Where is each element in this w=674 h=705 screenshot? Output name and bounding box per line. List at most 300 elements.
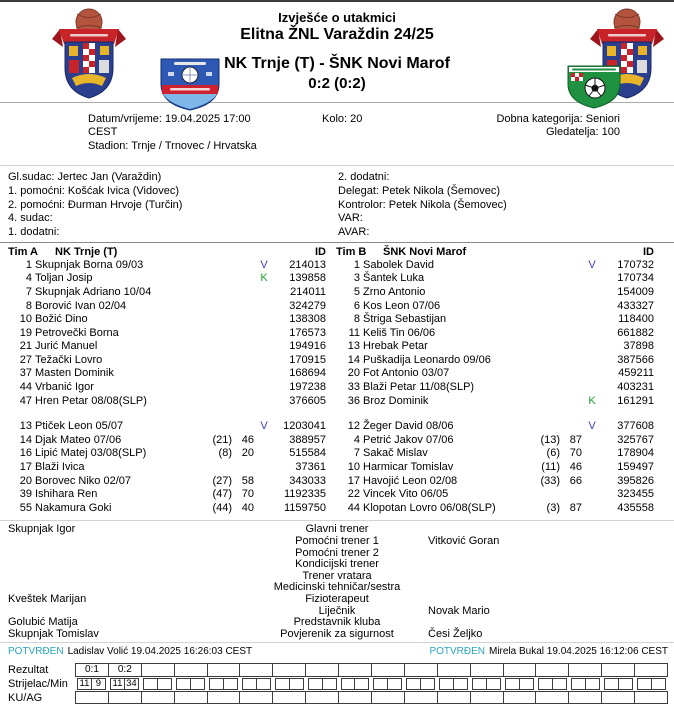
sub-minute bbox=[560, 340, 582, 354]
sub-replaced-number bbox=[530, 272, 560, 286]
player-number: 7 bbox=[25, 285, 32, 298]
scorer-number bbox=[373, 678, 388, 690]
match-title: NK Trnje (T) - ŠNK Novi Marof bbox=[224, 55, 450, 72]
kuag-cell bbox=[207, 691, 241, 704]
player-row bbox=[8, 434, 326, 448]
player-name: Žeger David 08/06 bbox=[363, 420, 454, 433]
scorer-minute-cell bbox=[273, 677, 306, 691]
sub-minute bbox=[560, 272, 582, 286]
result-cell bbox=[470, 663, 504, 677]
kuag-cell bbox=[535, 691, 569, 704]
player-row bbox=[336, 434, 654, 448]
player-row bbox=[336, 488, 654, 502]
player-number: 5 bbox=[353, 285, 360, 298]
staff-row bbox=[0, 536, 674, 548]
match-round: Kolo: 20 bbox=[322, 113, 363, 125]
sub-replaced-number bbox=[202, 272, 232, 286]
player-number: 21 bbox=[19, 340, 32, 353]
player-id: 324279 bbox=[289, 299, 326, 312]
scorer-minute-cell bbox=[536, 677, 569, 691]
staff-name-team-a: Skupnjak Tomislav bbox=[8, 627, 99, 640]
sub-minute: 46 bbox=[241, 433, 254, 446]
scorer-number: 11 bbox=[110, 678, 125, 690]
player-number: 36 bbox=[347, 394, 360, 407]
sub-minute bbox=[560, 313, 582, 327]
scorer-number bbox=[637, 678, 652, 690]
sub-replaced-number bbox=[202, 354, 232, 368]
player-number: 4 bbox=[25, 272, 32, 285]
officials-right bbox=[338, 171, 668, 240]
scorer-minute-cell bbox=[141, 677, 174, 691]
player-row bbox=[8, 272, 326, 286]
player-id: 170915 bbox=[289, 353, 326, 366]
sub-replaced-number: (13) bbox=[540, 433, 560, 446]
badge-empty bbox=[254, 395, 274, 409]
player-number: 14 bbox=[19, 433, 32, 446]
result-cell bbox=[535, 663, 569, 677]
player-number: 1 bbox=[353, 258, 360, 271]
goalkeeper-badge: V bbox=[588, 258, 596, 271]
sub-replaced-number: (44) bbox=[212, 501, 232, 514]
sub-replaced-number bbox=[530, 300, 560, 314]
player-number: 4 bbox=[353, 433, 360, 446]
sub-replaced-number bbox=[202, 461, 232, 475]
team-a-roster bbox=[8, 245, 326, 516]
player-number: 12 bbox=[347, 420, 360, 433]
match-info-left bbox=[88, 113, 322, 153]
player-name: Težački Lovro bbox=[35, 353, 103, 366]
player-id: 323455 bbox=[617, 488, 654, 501]
player-number: 44 bbox=[19, 381, 32, 394]
badge-empty bbox=[254, 313, 274, 327]
sub-minute: 20 bbox=[241, 447, 254, 460]
competition-title: Elitna ŽNL Varaždin 24/25 bbox=[240, 26, 434, 43]
player-name: Hrebak Petar bbox=[363, 340, 428, 353]
badge-empty bbox=[254, 381, 274, 395]
player-id: 435558 bbox=[617, 501, 654, 514]
player-row bbox=[8, 354, 326, 368]
player-number: 27 bbox=[19, 353, 32, 366]
id-column-header: ID bbox=[643, 245, 654, 258]
player-name: Havojić Leon 02/08 bbox=[363, 474, 458, 487]
captain-badge: K bbox=[260, 272, 268, 285]
team-b-starters bbox=[336, 259, 654, 409]
kuag-cell bbox=[371, 691, 405, 704]
player-row bbox=[336, 327, 654, 341]
badge-empty bbox=[254, 286, 274, 300]
confirmed-status: POTVRĐEN bbox=[8, 646, 64, 658]
result-cell: 0:2 bbox=[108, 663, 142, 677]
badge-empty bbox=[582, 300, 602, 314]
match-timezone: CEST bbox=[88, 126, 118, 139]
badge-empty bbox=[582, 340, 602, 354]
player-name: Nakamura Goki bbox=[35, 501, 112, 514]
sub-minute bbox=[232, 340, 254, 354]
sub-replaced-number bbox=[202, 381, 232, 395]
scorer-minute bbox=[322, 678, 337, 690]
player-row bbox=[336, 300, 654, 314]
player-number: 3 bbox=[353, 272, 360, 285]
badge-empty bbox=[582, 475, 602, 489]
scorer-minute bbox=[585, 678, 600, 690]
scorer-minute bbox=[651, 678, 666, 690]
player-number: 8 bbox=[25, 299, 32, 312]
badge-empty bbox=[582, 502, 602, 516]
player-name: Sakač Mislav bbox=[363, 447, 428, 460]
sub-replaced-number bbox=[530, 354, 560, 368]
sub-replaced-number bbox=[530, 286, 560, 300]
sub-minute bbox=[232, 313, 254, 327]
sub-minute: 46 bbox=[569, 461, 582, 474]
player-name: Štriga Sebastijan bbox=[363, 313, 447, 326]
kuag-cell bbox=[601, 691, 635, 704]
badge-empty bbox=[582, 313, 602, 327]
official-line: VAR: bbox=[338, 212, 363, 225]
badge-empty bbox=[582, 381, 602, 395]
result-cell bbox=[371, 663, 405, 677]
team-b-label: Tim B bbox=[336, 245, 367, 258]
badge-empty bbox=[254, 434, 274, 448]
player-row bbox=[8, 502, 326, 516]
scorer-minute bbox=[552, 678, 567, 690]
player-number: 47 bbox=[19, 394, 32, 407]
badge-empty bbox=[254, 475, 274, 489]
scorer-number bbox=[242, 678, 257, 690]
sub-minute bbox=[560, 354, 582, 368]
scorer-number bbox=[176, 678, 191, 690]
player-id: 159497 bbox=[617, 461, 654, 474]
scorer-row-label: Strijelac/Min bbox=[8, 678, 68, 691]
player-id: 387566 bbox=[617, 353, 654, 366]
sub-replaced-number bbox=[530, 327, 560, 341]
player-name: Šantek Luka bbox=[363, 272, 425, 285]
scorer-minute-cell bbox=[602, 677, 635, 691]
result-row bbox=[75, 663, 668, 677]
player-row bbox=[8, 475, 326, 489]
player-row bbox=[336, 340, 654, 354]
kuag-cell bbox=[272, 691, 306, 704]
scorer-minute bbox=[420, 678, 435, 690]
player-number: 6 bbox=[353, 299, 360, 312]
scorer-minute: 34 bbox=[124, 678, 139, 690]
scorer-minute-cell bbox=[470, 677, 503, 691]
player-name: Djak Mateo 07/06 bbox=[35, 433, 122, 446]
badge-empty bbox=[254, 447, 274, 461]
scorer-minute bbox=[453, 678, 468, 690]
result-cell bbox=[272, 663, 306, 677]
badge-empty bbox=[254, 488, 274, 502]
player-number: 19 bbox=[19, 326, 32, 339]
player-row bbox=[336, 381, 654, 395]
scorer-minute-cell bbox=[503, 677, 536, 691]
official-line: AVAR: bbox=[338, 226, 370, 239]
player-id: 376605 bbox=[289, 394, 326, 407]
scorer-number bbox=[439, 678, 454, 690]
badge-empty bbox=[582, 434, 602, 448]
scorer-minute-cell bbox=[174, 677, 207, 691]
scorer-minute bbox=[157, 678, 172, 690]
player-number: 1 bbox=[25, 258, 32, 271]
sub-minute bbox=[560, 381, 582, 395]
scorer-minute-cell bbox=[240, 677, 273, 691]
result-table bbox=[0, 659, 674, 705]
goalkeeper-badge: V bbox=[260, 420, 268, 433]
sub-replaced-number bbox=[530, 488, 560, 502]
staff-name-team-a: Kveštek Marijan bbox=[8, 592, 87, 605]
scorer-minute-cell bbox=[371, 677, 404, 691]
player-id: 170732 bbox=[617, 258, 654, 271]
player-id: 325767 bbox=[617, 433, 654, 446]
staff-role-label: Pomoćni trener 2 bbox=[295, 546, 379, 559]
scorer-minute-cell bbox=[437, 677, 470, 691]
sub-minute: 70 bbox=[241, 488, 254, 501]
team-b-name: ŠNK Novi Marof bbox=[383, 245, 467, 258]
sub-minute bbox=[232, 272, 254, 286]
player-number: 20 bbox=[347, 367, 360, 380]
result-row-label: Rezultat bbox=[8, 664, 49, 677]
player-name: Petrovečki Borna bbox=[35, 326, 119, 339]
player-row bbox=[336, 259, 654, 273]
player-row bbox=[8, 461, 326, 475]
player-number: 14 bbox=[347, 353, 360, 366]
official-line: 1. dodatni: bbox=[8, 226, 60, 239]
sub-replaced-number: (3) bbox=[546, 501, 560, 514]
sub-minute bbox=[560, 286, 582, 300]
player-number: 20 bbox=[19, 474, 32, 487]
scorer-minute-cell bbox=[635, 677, 668, 691]
kuag-row bbox=[75, 691, 668, 704]
kuag-cell bbox=[141, 691, 175, 704]
result-cell bbox=[338, 663, 372, 677]
goalkeeper-badge: V bbox=[260, 258, 268, 271]
scorer-number bbox=[341, 678, 356, 690]
player-row bbox=[8, 381, 326, 395]
player-number: 16 bbox=[19, 447, 32, 460]
scorer-minute bbox=[387, 678, 402, 690]
sub-replaced-number bbox=[202, 259, 232, 273]
team-a-label: Tim A bbox=[8, 245, 38, 258]
result-cell bbox=[601, 663, 635, 677]
player-name: Blaži Petar 11/08(SLP) bbox=[363, 381, 475, 394]
sub-replaced-number bbox=[530, 313, 560, 327]
badge-empty bbox=[254, 300, 274, 314]
team-a-name: NK Trnje (T) bbox=[55, 245, 118, 258]
player-name: Kos Leon 07/06 bbox=[363, 299, 441, 312]
player-name: Vincek Vito 06/05 bbox=[363, 488, 449, 501]
kuag-cell bbox=[568, 691, 602, 704]
player-name: Vrbanić Igor bbox=[35, 381, 94, 394]
player-name: Fot Antonio 03/07 bbox=[363, 367, 450, 380]
official-line: 4. sudac: bbox=[8, 212, 53, 225]
attendance: Gledatelja: 100 bbox=[546, 126, 620, 139]
confirmed-detail: Mirela Bukal 19.04.2025 16:12:06 CEST bbox=[489, 646, 668, 658]
sub-minute bbox=[232, 367, 254, 381]
confirmed-detail: Ladislav Volić 19.04.2025 16:26:03 CEST bbox=[67, 646, 253, 658]
kuag-cell bbox=[437, 691, 471, 704]
sub-replaced-number: (21) bbox=[212, 433, 232, 446]
scorer-number bbox=[275, 678, 290, 690]
result-cell: 0:1 bbox=[75, 663, 109, 677]
sub-minute: 70 bbox=[569, 447, 582, 460]
player-id: 194916 bbox=[289, 340, 326, 353]
player-id: 459211 bbox=[618, 367, 654, 380]
player-name: Borovec Niko 02/07 bbox=[35, 474, 131, 487]
player-number: 7 bbox=[353, 447, 360, 460]
sub-replaced-number: (33) bbox=[540, 474, 560, 487]
official-line: Kontrolor: Petek Nikola (Šemovec) bbox=[338, 198, 507, 211]
badge-empty bbox=[254, 461, 274, 475]
player-id: 1192335 bbox=[283, 488, 326, 501]
player-id: 395826 bbox=[617, 474, 654, 487]
scorer-minute-cell bbox=[108, 677, 141, 691]
player-id: 138308 bbox=[289, 313, 326, 326]
id-column-header: ID bbox=[315, 245, 326, 258]
player-row bbox=[8, 447, 326, 461]
result-cell bbox=[634, 663, 668, 677]
result-cell bbox=[239, 663, 273, 677]
player-id: 178904 bbox=[617, 447, 654, 460]
player-number: 11 bbox=[348, 326, 360, 339]
player-name: Masten Dominik bbox=[35, 367, 114, 380]
sub-replaced-number bbox=[202, 313, 232, 327]
sub-minute bbox=[232, 381, 254, 395]
player-id: 161291 bbox=[617, 394, 654, 407]
player-number: 8 bbox=[353, 313, 360, 326]
sub-replaced-number bbox=[530, 367, 560, 381]
official-line: 2. pomoćni: Đurman Hrvoje (Turčin) bbox=[8, 198, 183, 211]
player-id: 433327 bbox=[617, 299, 654, 312]
player-number: 22 bbox=[347, 488, 360, 501]
scorer-number: 11 bbox=[77, 678, 92, 690]
scorer-minute: 9 bbox=[91, 678, 106, 690]
match-datetime: Datum/vrijeme: 19.04.2025 17:00 bbox=[88, 113, 251, 125]
staff-row bbox=[0, 629, 674, 641]
staff-role-label: Liječnik bbox=[318, 604, 356, 617]
sub-minute: 87 bbox=[569, 501, 582, 514]
result-cell bbox=[305, 663, 339, 677]
kuag-cell bbox=[75, 691, 109, 704]
confirmation-row bbox=[0, 643, 674, 659]
sub-replaced-number: (47) bbox=[212, 488, 232, 501]
badge-empty bbox=[254, 502, 274, 516]
player-id: 515584 bbox=[289, 447, 326, 460]
report-header bbox=[0, 2, 674, 102]
sub-minute bbox=[560, 420, 582, 434]
player-row bbox=[8, 395, 326, 409]
player-row bbox=[336, 313, 654, 327]
player-number: 13 bbox=[347, 340, 360, 353]
staff-name-team-b: Česi Željko bbox=[428, 627, 483, 640]
result-cell bbox=[404, 663, 438, 677]
result-cell bbox=[174, 663, 208, 677]
match-info-right bbox=[480, 113, 620, 153]
player-name: Ishihara Ren bbox=[35, 488, 98, 501]
sub-replaced-number bbox=[202, 420, 232, 434]
sub-replaced-number bbox=[202, 286, 232, 300]
player-name: Broz Dominik bbox=[363, 394, 429, 407]
player-id: 1203041 bbox=[283, 420, 326, 433]
kuag-cell bbox=[174, 691, 208, 704]
confirmation-right bbox=[429, 646, 668, 657]
player-name: Blaži Ivica bbox=[35, 461, 85, 474]
sub-replaced-number bbox=[530, 381, 560, 395]
sub-replaced-number bbox=[530, 259, 560, 273]
scorer-number bbox=[143, 678, 158, 690]
scorer-minute-cell bbox=[339, 677, 372, 691]
scorer-minute-cell bbox=[404, 677, 437, 691]
official-line: 2. dodatni: bbox=[338, 171, 390, 184]
sub-minute bbox=[232, 300, 254, 314]
player-number: 10 bbox=[19, 313, 32, 326]
player-name: Petrić Jakov 07/06 bbox=[363, 433, 454, 446]
player-row bbox=[336, 420, 654, 434]
badge-empty bbox=[582, 286, 602, 300]
player-number: 39 bbox=[19, 488, 32, 501]
scorer-number bbox=[209, 678, 224, 690]
goalkeeper-badge: V bbox=[588, 420, 596, 433]
report-title: Izvješće o utakmici bbox=[278, 10, 396, 25]
scorer-number bbox=[472, 678, 487, 690]
captain-badge: K bbox=[588, 394, 596, 407]
snk-novi-marof-crest-icon bbox=[566, 60, 622, 113]
staff-name-team-a: Golubić Matija bbox=[8, 616, 78, 629]
player-name: Jurić Manuel bbox=[35, 340, 98, 353]
team-b-header bbox=[336, 245, 654, 259]
badge-empty bbox=[582, 272, 602, 286]
sub-minute bbox=[560, 327, 582, 341]
sub-replaced-number bbox=[202, 395, 232, 409]
sub-minute bbox=[560, 488, 582, 502]
kuag-row-label: KU/AG bbox=[8, 692, 43, 705]
badge-empty bbox=[582, 461, 602, 475]
staff-role-label: Trener vratara bbox=[302, 569, 372, 582]
player-number: 13 bbox=[19, 420, 32, 433]
player-row bbox=[336, 367, 654, 381]
kuag-cell bbox=[108, 691, 142, 704]
player-name: Keliš Tin 06/06 bbox=[363, 326, 436, 339]
sub-minute: 66 bbox=[569, 474, 582, 487]
player-name: Puškadija Leonardo 09/06 bbox=[363, 353, 491, 366]
player-row bbox=[8, 259, 326, 273]
player-name: Zrno Antonio bbox=[363, 285, 426, 298]
sub-minute bbox=[232, 420, 254, 434]
player-id: 388957 bbox=[289, 433, 326, 446]
kuag-cell bbox=[470, 691, 504, 704]
badge-empty bbox=[582, 327, 602, 341]
player-id: 661882 bbox=[617, 326, 654, 339]
scorer-minute-cell bbox=[75, 677, 108, 691]
result-cell bbox=[503, 663, 537, 677]
sub-replaced-number bbox=[530, 395, 560, 409]
kuag-cell bbox=[404, 691, 438, 704]
player-name: Hren Petar 08/08(SLP) bbox=[35, 394, 147, 407]
sub-replaced-number: (11) bbox=[541, 461, 560, 474]
scorer-number bbox=[505, 678, 520, 690]
player-id: 197238 bbox=[289, 381, 326, 394]
scorer-minute bbox=[618, 678, 633, 690]
result-table-grid bbox=[75, 663, 668, 705]
sub-minute bbox=[232, 327, 254, 341]
player-id: 343033 bbox=[289, 474, 326, 487]
scorer-minute bbox=[486, 678, 501, 690]
player-row bbox=[8, 300, 326, 314]
scorer-number bbox=[604, 678, 619, 690]
scorer-minute bbox=[256, 678, 271, 690]
player-name: Borović Ivan 02/04 bbox=[35, 299, 127, 312]
staff-name-team-a: Skupnjak Igor bbox=[8, 523, 76, 536]
federation-crest-icon bbox=[50, 8, 128, 103]
staff-role-label: Glavni trener bbox=[305, 523, 369, 536]
